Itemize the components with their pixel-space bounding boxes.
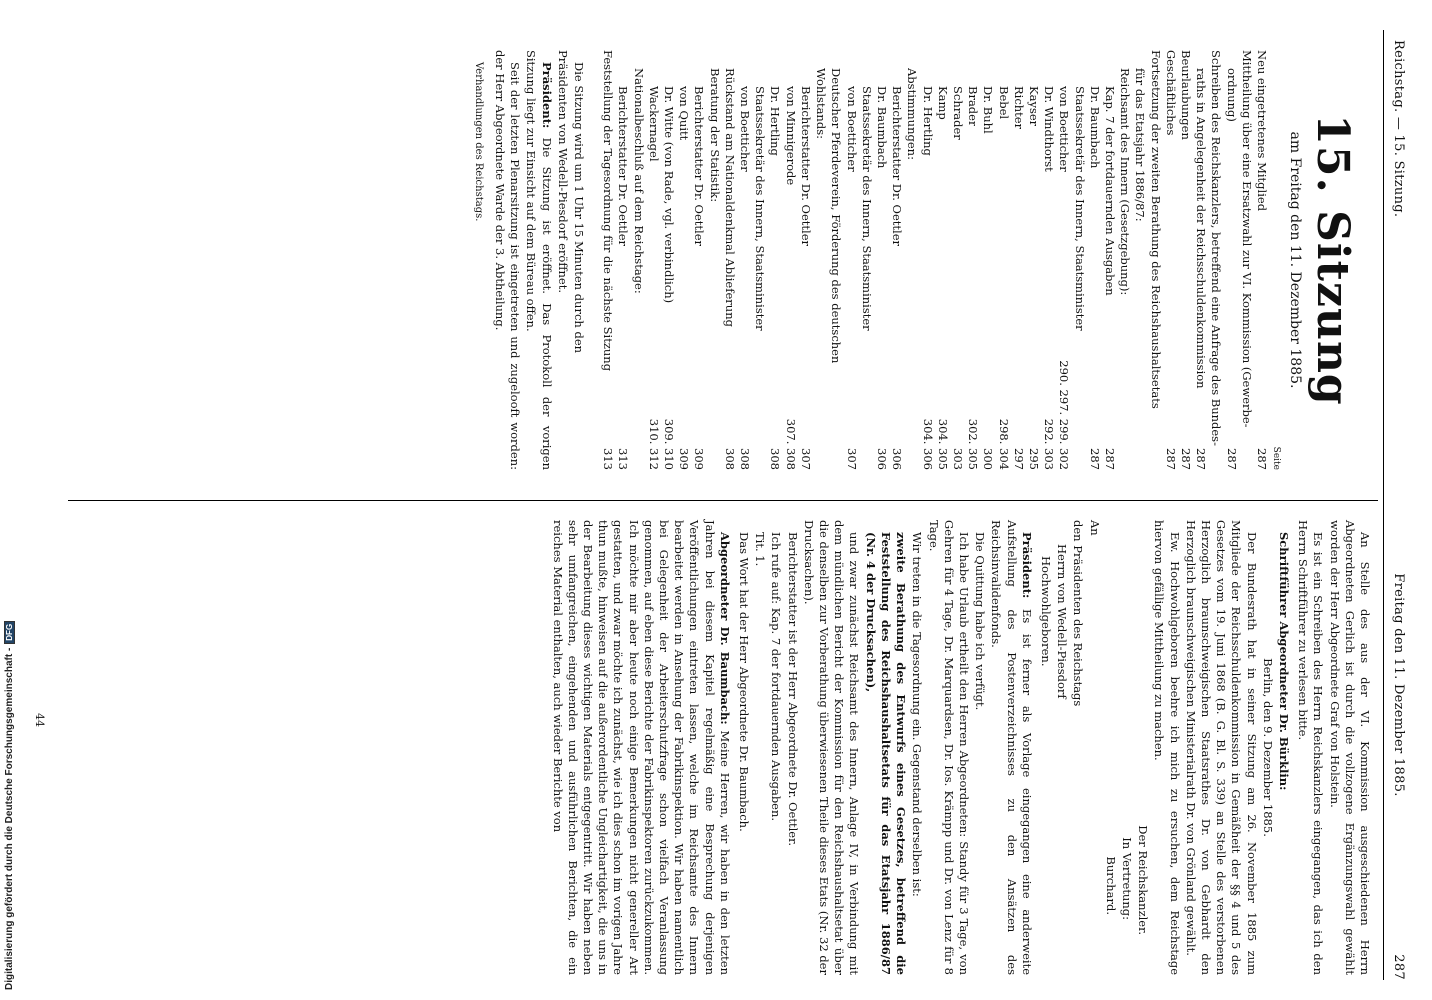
toc-row (737, 50, 752, 470)
toc-row (615, 50, 630, 470)
president-paragraph (523, 50, 553, 470)
toc-entry-text: Kayser (1026, 86, 1041, 127)
toc-row (1087, 50, 1102, 470)
toc-entry-page: 307 (844, 448, 859, 470)
toc-entry-text: Staatssekretär des Innern, Staatsminister (753, 86, 768, 331)
toc-entry-text: Dr. Hertling (920, 86, 935, 156)
toc-entry-text: Beratung der Statistik: (707, 68, 722, 203)
toc-entry-page: 287 (1255, 448, 1269, 470)
addressee-1: An (1087, 520, 1102, 536)
president-text: Die Sitzung ist eröffnet. Das Protokoll der vorigen Sitzung liegt zur Einsicht auf dem Büreau offen. (524, 50, 554, 470)
toc-row (1239, 50, 1254, 470)
toc-row (767, 50, 782, 470)
scanned-page (18, 0, 1418, 1000)
addressee-2: den Präsidenten des Reichstags (1071, 520, 1086, 707)
toc-row (1071, 50, 1086, 470)
sign-title: Der Reichskanzler. (1136, 825, 1151, 935)
toc-entry-page: 308 (768, 448, 783, 470)
toc-entry-text: Neu eingetretenes Mitglied (1255, 50, 1269, 212)
toc-seite-label: Seite (1271, 446, 1281, 470)
letter-date: Berlin, den 9. Dezember 1885. (1260, 658, 1275, 837)
toc-entry-page (706, 464, 721, 470)
toc-entry-page (859, 464, 874, 470)
toc-row (828, 50, 843, 470)
toc-row (1102, 50, 1117, 470)
toc-entry-page (1117, 464, 1132, 470)
toc-entry-page: 302. 305 (966, 418, 981, 470)
toc-entry-page: 304. 305 (935, 418, 950, 470)
toc-entry-page (1239, 464, 1254, 470)
toc-entry-text: Reichsamt des Innern (Gesetzgebung): (1118, 68, 1133, 296)
toc-row (1254, 50, 1269, 470)
toc-row (1117, 50, 1132, 470)
urlaub-line-2: Ich habe Urlaub ertheilt den Herren Abgeordneten: Standy für 3 Tage, von Gehren für 4 Tage, Dr. Marquardsen, Dr. Ios. Krämpp und Dr. von Lenz für 8 Tage. (926, 520, 971, 975)
berichterstatter-line: Berichterstatter ist der Herr Abgeordnete Dr. Oettler. (785, 532, 800, 846)
baumbach-text: Meine Herren, wir haben in den letzten Jahren bei diesem Kapitel regelmäßig eine Besprechung derjenigen Veröffentlichungen eintreten lassen, welche im Reichsamte des Innern bearbeitet werden in Ansehung der Fabrikinspektion. Wir haben namentlich bei Gelegenheit der Arbeiterschutzfrage schon vielfach Veranlassung genommen, auf eben diese Berichte der Fabrikinspektoren zurückzukommen. Ich möchte mir aber heute noch einige Bemerkungen nicht genereller Art gestatten, und zwar möchte ich zunächst, wie ich dies schon im vorigen Jahre thun mußte, hinweisen auf die außerordentliche Ungleichartigkeit, die uns in der Bearbeitung dieses wichtigen Materials entgegentritt. Wir haben neben sehr umfangreichen, eingehenden und ausführlichen Berichten, die ein reiches Material enthalten, auch wieder Berichte von (550, 520, 732, 975)
toc-entry-page (828, 464, 843, 470)
toc-entry-page: 308 (722, 448, 737, 470)
toc-entry-page: 307. 308 (783, 418, 798, 470)
sign-name: Burchard. (1103, 856, 1118, 915)
toc-entry-page: 295 (1026, 448, 1041, 470)
toc-entry-page: 298. 304 (996, 418, 1011, 470)
toc-entry-page: 313 (601, 448, 616, 470)
toc-row (995, 50, 1010, 470)
toc-entry-page: 306 (890, 448, 905, 470)
dfg-logo: DFG (4, 621, 15, 644)
toc-entry-page: 297 (1011, 448, 1026, 470)
toc-entry-text: Nationalbeschluß auf dem Reichstage: (631, 68, 646, 294)
toc-entry-text: von Boetticher (1057, 86, 1072, 172)
toc-row (676, 50, 691, 470)
footer-text-wrap (4, 621, 15, 990)
toc-entry-page (1132, 464, 1147, 470)
toc-entry-page: 306 (874, 448, 889, 470)
president-label: Präsident: (539, 62, 554, 129)
toc-entry-text: Wackernagel (646, 86, 661, 162)
toc-entry-page: 287 (1194, 448, 1209, 470)
toc-entry-text: Rückstand am Nationaldenkmal Ablieferung (722, 68, 737, 327)
toc-entry-text: Dr. Windthorst (1042, 86, 1057, 172)
toc-entry-text: Kamp (935, 86, 950, 120)
toc-row (889, 50, 904, 470)
toc-entry-text: Berichterstatter Dr. Oettler (890, 86, 905, 247)
toc-row (859, 50, 874, 470)
running-header-left: Reichstag. — 15. Sitzung. (1391, 40, 1406, 218)
opening-line-1: Die Sitzung wird um 1 Uhr 15 Minuten durch den (572, 62, 587, 354)
toc-entry-text: Dr. Hertling (768, 86, 783, 156)
toc-row (904, 50, 919, 470)
addressee-3: Herrn von Wedell-Piesdorf (1055, 544, 1070, 699)
toc-entry-text: Dr. Witte (von Rade, vgl. verbindlich) (662, 86, 677, 304)
toc-entry-text: von Quitt (677, 86, 692, 141)
toc-entry-text: Bebel (996, 86, 1011, 120)
toc-entry-text: für das Etatsjahr 1886/87: (1133, 68, 1148, 222)
toc-entry-page: 287 (1087, 448, 1102, 470)
toc-row (798, 50, 813, 470)
toc-entry-text: Feststellung der Tagesordnung für die nächste Sitzung (601, 50, 616, 372)
left-column (470, 50, 1358, 470)
toc-entry-text: von Minnigerode (783, 86, 798, 186)
toc-row (661, 50, 676, 470)
toc-entry-page: 309 (677, 448, 692, 470)
baumbach-paragraph (549, 520, 731, 975)
toc-entry-text: Brader (966, 86, 981, 127)
session-title: 15. Sitzung (1307, 114, 1358, 406)
toc-row (1193, 50, 1208, 470)
toc-entry-page: 287 (1102, 448, 1117, 470)
table-of-contents (600, 50, 1269, 470)
toc-entry-text: Schrader (950, 86, 965, 140)
toc-entry-page: 307 (798, 448, 813, 470)
toc-entry-text: Geschäftliches (1163, 50, 1178, 136)
toc-entry-page (1208, 464, 1223, 470)
schriftfuehrer-label: Schriftführer Abgeordneter Dr. Bürklin: (1276, 532, 1291, 791)
toc-row (1163, 50, 1178, 470)
toc-entry-text: Mittheilung über eine Ersatzwahl zur VI. Kommission (Gewerbe- (1239, 50, 1254, 428)
zweite-text: und zwar zunächst Reichsamt des Innern, Anlage IV, in Verbindung mit dem mündlichen Bericht der Kommission für den Reichshaushaltsetat über die denselben zur Vorberathung überwiesenen Theile dieses Etats (Nr. 32 der Drucksachen). (801, 520, 862, 975)
toc-entry-text: Wohlstands: (814, 68, 829, 139)
toc-entry-text: raths in Angelegenheit der Reichsschuldenkommission (1194, 68, 1209, 389)
bottom-page-number: 44 (33, 713, 46, 727)
toc-entry-page (752, 464, 767, 470)
toc-entry-text: ordnung) (1224, 68, 1239, 122)
toc-row (1041, 50, 1056, 470)
toc-row (1056, 50, 1071, 470)
running-header-date: Freitag den 11. Dezember 1885. (1391, 573, 1406, 797)
toc-entry-page: 287 (1224, 448, 1239, 470)
toc-entry-page: 313 (616, 448, 631, 470)
praesident2-label: Präsident: (1019, 532, 1034, 599)
toc-row (813, 50, 828, 470)
toc-row (919, 50, 934, 470)
zweite-heading: zweite Berathung des Entwurfs eines Gesetzes, betreffend die Feststellung des Reichshaushaltsetats für das Etatsjahr 1886/87 (Nr. 4 der Drucksachen), (863, 532, 909, 975)
urlaub-line-1: Die Quittung habe ich verfügt. (973, 532, 988, 711)
toc-entry-text: Schreiben des Reichskanzlers, betreffend eine Anfrage des Bundes- (1209, 50, 1224, 446)
right-column (548, 520, 1372, 975)
toc-entry-text: Berichterstatter Dr. Oettler (616, 86, 631, 247)
toc-entry-text: Dr. Baumbach (1087, 86, 1102, 169)
toc-entry-page (630, 464, 645, 470)
toc-row (980, 50, 995, 470)
toc-row (874, 50, 889, 470)
session-subtitle: am Freitag den 11. Dezember 1885. (1287, 131, 1303, 389)
toc-entry-page: 303 (950, 448, 965, 470)
toc-entry-text: von Boetticher (844, 86, 859, 172)
toc-row (965, 50, 980, 470)
wort-line: Das Wort hat der Herr Abgeordnete Dr. Baumbach. (737, 532, 752, 832)
toc-entry-page: 308 (738, 448, 753, 470)
toc-entry-text: Dr. Buhl (981, 86, 996, 134)
baumbach-label: Abgeordneter Dr. Baumbach: (717, 532, 732, 725)
toc-entry-page: 310. 312 (646, 418, 661, 470)
toc-entry-page: 290. 297. 299. 302 (1057, 360, 1072, 470)
toc-row (1026, 50, 1041, 470)
toc-row (1208, 50, 1223, 470)
toc-row (1178, 50, 1193, 470)
toc-entry-page: 292. 303 (1042, 418, 1057, 470)
toc-entry-text: von Boetticher (738, 86, 753, 172)
toc-row (646, 50, 661, 470)
toc-row (1011, 50, 1026, 470)
toc-row (843, 50, 858, 470)
toc-row (691, 50, 706, 470)
opening-block (471, 50, 586, 470)
right-paragraph-1: An Stelle des aus der VI. Kommission ausgeschiedenen Herrn Abgeordneten Gerlich ist durch die vollzogene Ergänzungswahl gewählt worden der Herr Abgeordnete Graf von Holstein. (1327, 520, 1372, 975)
addressee-4: Hochwohlgeboren. (1038, 556, 1053, 667)
closing-paragraph: Seit der letzten Plenarsitzung ist eingetreten und zugelooft worden: der Herr Abgeordnete Warde der 3. Abtheilung. (493, 50, 523, 470)
toc-row (706, 50, 721, 470)
toc-entry-text: Richter (1011, 86, 1026, 130)
toc-row (1132, 50, 1147, 470)
right-paragraph-2: Es ist ein Schreiben des Herrn Reichskanzlers eingegangen, das ich den Herrn Schriftführer zu verlesen bitte. (1296, 520, 1326, 975)
toc-entry-text: Fortsetzung der zweiten Berathung des Reichshaushaltsetats (1148, 50, 1163, 409)
toc-row (722, 50, 737, 470)
toc-entry-page: 300 (981, 448, 996, 470)
toc-entry-text: Abstimmungen: (905, 68, 920, 160)
page-number: 287 (1391, 954, 1406, 980)
toc-entry-text: Beurlaubungen (1178, 50, 1193, 140)
praesident2-paragraph (988, 520, 1034, 975)
letter-paragraph-1: Der Bundesrath hat in seiner Sitzung am 26. November 1885 zum Mitgliede der Reichsschuldenkommission in Gemäßheit der §§ 4 und 5 des Gesetzes vom 19. Juni 1868 (B. G. Bl. S. 339) an Stelle des verstorbenen Herzoglich braunschweigischen Staatsrathes Dr. von Gebhardt den Herzoglich braunschweigischen Ministerialrath Dr. von Grönland gewählt. (1183, 520, 1259, 975)
toc-entry-text: Staatssekretär des Innern, Staatsminister (859, 86, 874, 331)
toc-entry-text: Deutscher Pferdeverein, Förderung des deutschen (829, 68, 844, 364)
signature-small: Verhandlungen des Reichstags. (472, 62, 484, 222)
toc-entry-page: 309 (692, 448, 707, 470)
toc-entry-text: Kap. 7 der fortdauernden Ausgaben (1102, 86, 1117, 296)
toc-entry-text: Berichterstatter Dr. Oettler (692, 86, 707, 247)
toc-entry-page: 309. 310 (662, 418, 677, 470)
toc-entry-page (813, 464, 828, 470)
tagesordnung-line: Wir treten in die Tagesordnung ein. Gegenstand derselben ist: (910, 532, 925, 897)
footer-strip (0, 0, 18, 1000)
toc-row (630, 50, 645, 470)
sign-vertreter: In Vertretung: (1119, 837, 1134, 920)
toc-row (600, 50, 615, 470)
toc-row (1223, 50, 1238, 470)
toc-entry-page: 287 (1178, 448, 1193, 470)
toc-entry-text: Staatssekretär des Innern, Staatsminister (1072, 86, 1087, 331)
footer-credit: Digitalisierung gefördert durch die Deutsche Forschungsgemeinschaft - (4, 647, 15, 990)
toc-entry-page (904, 464, 919, 470)
toc-row (1147, 50, 1162, 470)
opening-line-2: Präsidenten von Wedell-Piesdorf eröffnet. (555, 50, 570, 294)
praesident2-text: Es ist ferner als Vorlage eingegangen eine anderweite Aufstellung des Postenverzeichnisses zu den Ansätzen des Reichsinvalidenfonds. (989, 520, 1034, 976)
toc-entry-text: Berichterstatter Dr. Oettler (798, 86, 813, 247)
toc-row (752, 50, 767, 470)
kap-line: Ich rufe auf: Kap. 7 der fortdauernden Ausgaben. (769, 532, 784, 822)
toc-row (935, 50, 950, 470)
header-rule (1383, 30, 1384, 980)
tit-line: Tit. 1. (753, 532, 768, 567)
column-divider (68, 500, 1378, 501)
toc-entry-text: Dr. Baumbach (874, 86, 889, 169)
toc-entry-page (1147, 464, 1162, 470)
toc-entry-page (1071, 464, 1086, 470)
toc-entry-page: 304. 306 (920, 418, 935, 470)
toc-entry-page: 287 (1163, 448, 1178, 470)
toc-row (783, 50, 798, 470)
toc-row (950, 50, 965, 470)
letter-paragraph-2: Ew. Hochwohlgeboren beehre ich mich zu ersuchen, dem Reichstage hiervon gefällige Mittheilung zu machen. (1152, 520, 1182, 975)
